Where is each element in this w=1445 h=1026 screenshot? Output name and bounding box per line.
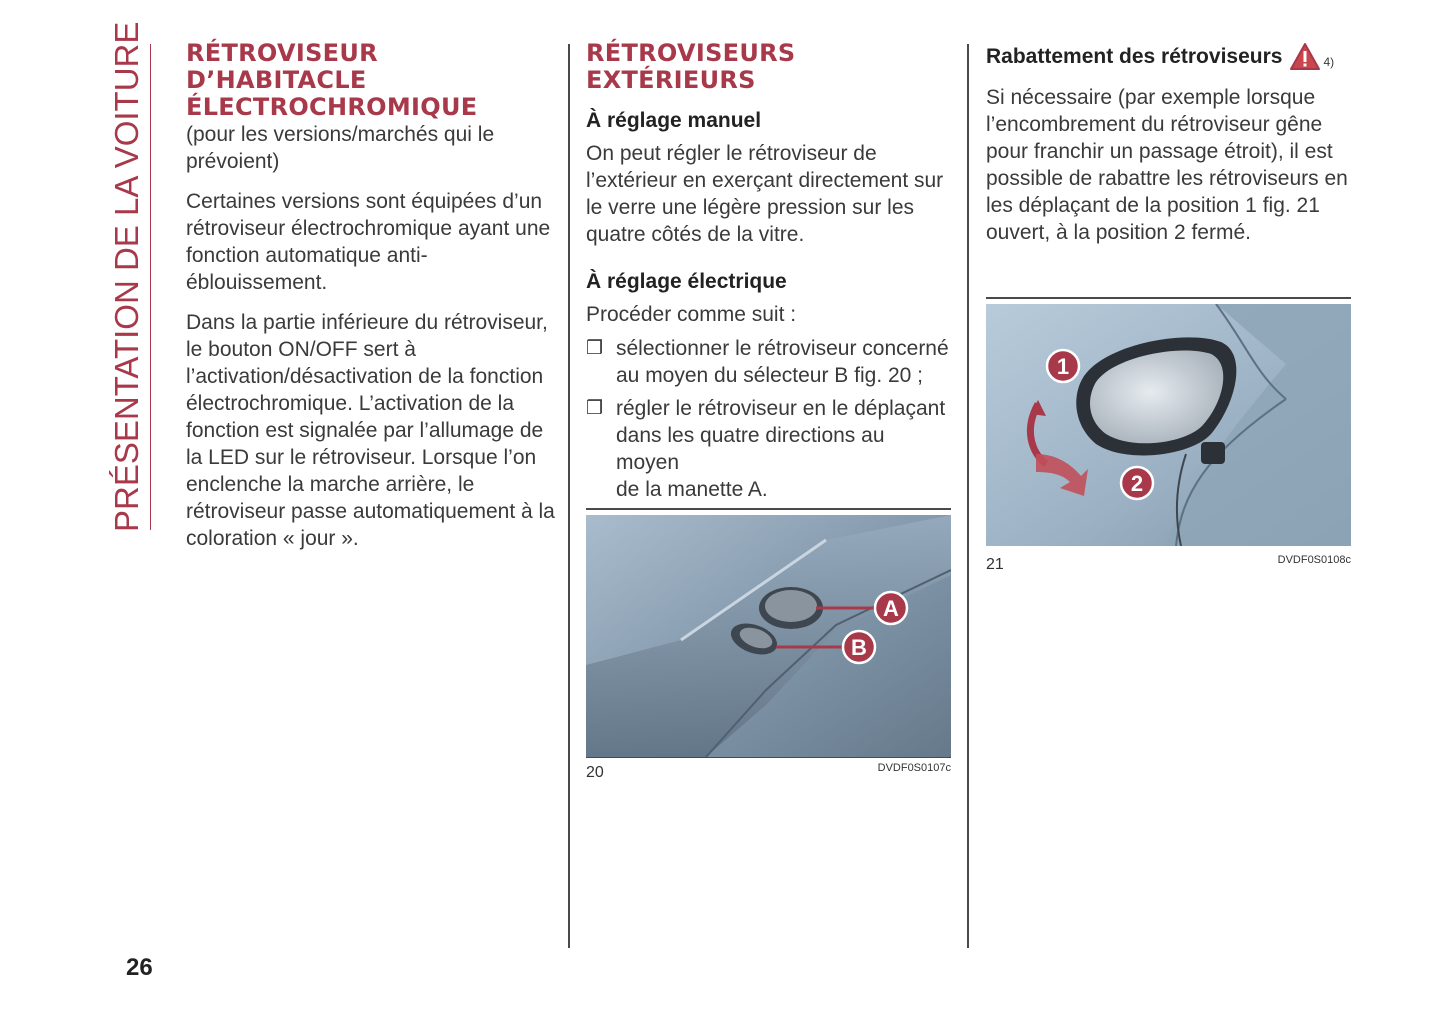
title-line: EXTÉRIEURS <box>586 66 756 94</box>
page-number: 26 <box>126 954 153 981</box>
electric-intro: Procéder comme suit : <box>586 303 797 326</box>
folding-text: Si nécessaire (par exemple lorsque l’encombrement du rétroviseur gêne pour franchir un passage étroit), il est possible de rabattre les rétroviseurs en les déplaçant de la position 1 fig. 21 ouvert, à la position 2 fermé. <box>986 86 1348 244</box>
callout-2-label: 2 <box>1130 470 1144 496</box>
list-item: ❒ sélectionner le rétroviseur concerné au moyen du sélecteur B fig. 20 ; <box>586 337 949 387</box>
figure-number: 21 <box>986 555 1004 573</box>
paragraph-on-off: Dans la partie inférieure du rétroviseur, le bouton ON/OFF sert à l’activation/désactivation de la fonction électrochromique. L’activation de la fonction est signalée par l’allumage de la LED sur le rétroviseur. Lorsque l’on enclenche la marche arrière, le rétroviseur passe automatiquement à la coloration « jour ». <box>186 311 555 550</box>
callout-1-label: 1 <box>1056 353 1070 379</box>
callout-1-badge <box>1047 350 1079 382</box>
figure-20 <box>586 508 951 784</box>
note-reference: 4) <box>1323 55 1335 69</box>
callout-2-badge <box>1121 467 1153 499</box>
manual-adjust-text: On peut régler le rétroviseur de l’extérieur en exerçant directement sur le verre une légère pression sur les quatre côtés de la vitre. <box>586 142 944 246</box>
callout-a-label: A <box>883 595 899 621</box>
column-divider-2 <box>967 44 969 948</box>
title-line: RÉTROVISEURS <box>586 39 796 67</box>
figure-number: 20 <box>586 764 604 781</box>
figure-21-caption <box>986 554 1351 576</box>
paragraph-intro: Certaines versions sont équipées d’un rétroviseur électrochromique ayant une fonction automatique anti- éblouissement. <box>186 190 551 294</box>
warning-icon <box>1289 42 1321 72</box>
list-item: ❒ régler le rétroviseur en le déplaçant dans les quatre directions au moyen de la manette A. <box>586 397 946 501</box>
folding-mirror-illustration <box>986 304 1351 546</box>
manual-adjust-heading: À réglage manuel <box>586 109 762 132</box>
figure-20-caption <box>586 762 951 784</box>
checkbox-bullet-icon: ❒ <box>586 338 604 359</box>
interior-mirror-title <box>186 40 558 121</box>
column-exterior-mirrors <box>586 40 952 503</box>
callout-b-label: B <box>851 634 867 660</box>
figure-21 <box>986 297 1351 576</box>
column-interior-mirror <box>186 40 558 552</box>
callout-b-badge <box>843 631 875 663</box>
availability-note: (pour les versions/marchés qui le prévoient) <box>186 123 495 173</box>
electric-adjust-heading: À réglage électrique <box>586 270 787 293</box>
folding-heading-row <box>986 40 1351 74</box>
title-line: D’HABITACLE <box>186 66 367 94</box>
section-title-vertical: PRÉSENTATION DE LA VOITURE <box>108 21 145 532</box>
folding-heading: Rabattement des rétroviseurs <box>986 45 1283 68</box>
callout-a-badge <box>875 592 907 624</box>
mirror-switch-illustration <box>586 515 951 757</box>
figure-code: DVDF0S0107c <box>877 762 951 774</box>
column-folding-mirrors <box>986 40 1351 246</box>
title-line: RÉTROVISEUR <box>186 39 378 67</box>
section-title-rule <box>150 44 151 530</box>
title-line: ÉLECTROCHROMIQUE <box>186 93 478 121</box>
exterior-mirrors-title <box>586 40 952 94</box>
column-divider-1 <box>568 44 570 948</box>
figure-code: DVDF0S0108c <box>1277 553 1351 566</box>
checkbox-bullet-icon: ❒ <box>586 398 604 419</box>
